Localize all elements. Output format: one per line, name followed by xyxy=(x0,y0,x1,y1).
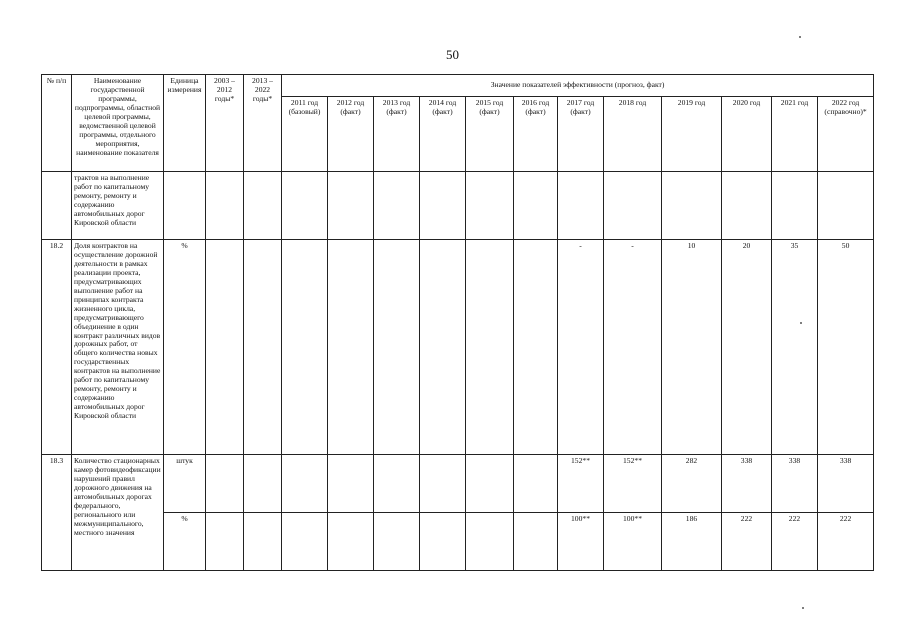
row-value: - xyxy=(558,240,604,455)
table-row xyxy=(42,513,874,571)
header-year: 2018 год xyxy=(604,97,662,172)
row-value xyxy=(722,172,772,240)
row-value: - xyxy=(604,240,662,455)
row-unit xyxy=(164,172,206,240)
header-year: 2021 год xyxy=(772,97,818,172)
row-name: Количество стационарных камер фотовидеофиксации нарушений правил дорожного движения на автомобильных дорогах федерального, регионального или межмуниципального, местного значения xyxy=(72,455,164,571)
row-value: 35 xyxy=(772,240,818,455)
row-value xyxy=(514,172,558,240)
row-value xyxy=(818,172,874,240)
row-value xyxy=(282,513,328,571)
row-value xyxy=(374,172,420,240)
row-value: 282 xyxy=(662,455,722,513)
row-value xyxy=(466,455,514,513)
row-value xyxy=(374,240,420,455)
row-value xyxy=(466,240,514,455)
page-number: 50 xyxy=(446,47,459,62)
header-num: № п/п xyxy=(42,75,72,172)
row-value: 100** xyxy=(604,513,662,571)
row-value xyxy=(514,513,558,571)
header-unit: Единица измерения xyxy=(164,75,206,172)
header-year: 2020 год xyxy=(722,97,772,172)
header-indicator-group: Значение показателей эффективности (прогноз, факт) xyxy=(282,75,874,97)
row-value xyxy=(420,172,466,240)
scan-speck xyxy=(800,322,802,324)
row-value: 222 xyxy=(722,513,772,571)
row-value xyxy=(420,455,466,513)
row-unit: % xyxy=(164,240,206,455)
row-value xyxy=(244,513,282,571)
scan-speck xyxy=(802,607,804,609)
row-value xyxy=(328,240,374,455)
row-value: 338 xyxy=(722,455,772,513)
row-value: 20 xyxy=(722,240,772,455)
row-value xyxy=(514,455,558,513)
header-year: 2011 год (базовый) xyxy=(282,97,328,172)
row-value xyxy=(466,172,514,240)
indicators-table xyxy=(41,74,874,571)
row-num: 18.3 xyxy=(42,455,72,571)
row-value xyxy=(206,240,244,455)
row-value xyxy=(244,240,282,455)
row-value xyxy=(282,172,328,240)
header-year: 2016 год (факт) xyxy=(514,97,558,172)
row-value xyxy=(420,513,466,571)
row-value xyxy=(282,455,328,513)
row-num: 18.2 xyxy=(42,240,72,455)
row-unit: штук xyxy=(164,455,206,513)
row-value: 50 xyxy=(818,240,874,455)
scan-speck xyxy=(799,36,801,38)
row-value xyxy=(206,513,244,571)
row-value xyxy=(662,172,722,240)
header-year: 2017 год (факт) xyxy=(558,97,604,172)
row-value xyxy=(244,455,282,513)
row-value: 222 xyxy=(772,513,818,571)
row-value: 10 xyxy=(662,240,722,455)
row-value xyxy=(772,172,818,240)
row-unit: % xyxy=(164,513,206,571)
row-value xyxy=(328,172,374,240)
row-value xyxy=(282,240,328,455)
row-value xyxy=(328,513,374,571)
row-value xyxy=(206,172,244,240)
header-period-2003: 2003 – 2012 годы* xyxy=(206,75,244,172)
row-value: 186 xyxy=(662,513,722,571)
header-name: Наименование государственной программы, подпрограммы, областной целевой программы, ведомственной целевой программы, отдельного мероприятия, наименование показателя xyxy=(72,75,164,172)
row-value: 152** xyxy=(558,455,604,513)
row-value: 152** xyxy=(604,455,662,513)
table-row xyxy=(42,455,874,513)
row-value xyxy=(514,240,558,455)
row-value xyxy=(374,513,420,571)
header-year: 2022 год (справочно)* xyxy=(818,97,874,172)
row-value: 338 xyxy=(818,455,874,513)
header-period-2013: 2013 – 2022 годы* xyxy=(244,75,282,172)
table-row xyxy=(42,240,874,455)
row-value xyxy=(466,513,514,571)
row-value xyxy=(604,172,662,240)
table-row xyxy=(42,172,874,240)
row-value xyxy=(244,172,282,240)
row-value xyxy=(328,455,374,513)
row-value xyxy=(558,172,604,240)
row-name: трактов на выполнение работ по капитальному ремонту, ремонту и содержанию автомобильных дорог Кировской области xyxy=(72,172,164,240)
header-year: 2012 год (факт) xyxy=(328,97,374,172)
header-year: 2014 год (факт) xyxy=(420,97,466,172)
header-year: 2019 год xyxy=(662,97,722,172)
row-value xyxy=(420,240,466,455)
header-year: 2013 год (факт) xyxy=(374,97,420,172)
row-value: 338 xyxy=(772,455,818,513)
header-year: 2015 год (факт) xyxy=(466,97,514,172)
row-value xyxy=(374,455,420,513)
row-value xyxy=(206,455,244,513)
row-value: 222 xyxy=(818,513,874,571)
row-name: Доля контрактов на осуществление дорожной деятельности в рамках реализации проекта, предусматривающих выполнение работ на принципах контракта жизненного цикла, предусматривающего объединение в один контракт различных видов дорожных работ, от общего количества новых государственных контрактов на выполнение работ по капитальному ремонту, ремонту и содержанию автомобильных дорог Кировской области xyxy=(72,240,164,455)
row-value: 100** xyxy=(558,513,604,571)
row-num xyxy=(42,172,72,240)
